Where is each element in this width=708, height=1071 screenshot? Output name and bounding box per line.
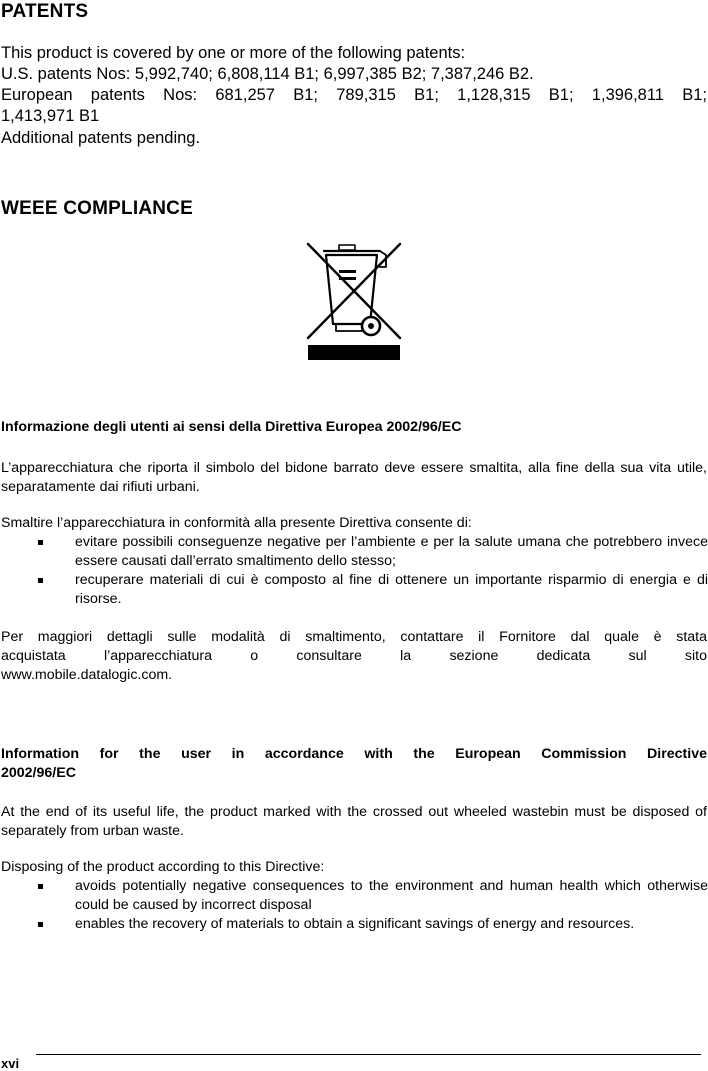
bullet-square-icon bbox=[38, 578, 43, 583]
italian-paragraph-3-line1: Per maggiori dettagli sulle modalità di smaltimento, contattare il Fornitore dal quale è stata bbox=[1, 629, 707, 645]
english-paragraph-2: Disposing of the product according to this Directive: bbox=[1, 859, 325, 875]
bullet-square-icon bbox=[38, 884, 43, 889]
italian-bullet-list bbox=[0, 533, 708, 609]
english-bullet-list bbox=[0, 877, 708, 934]
italian-paragraph-3-line2: acquistata l’apparecchiatura o consultare la sezione dedicata sul sito bbox=[1, 648, 707, 664]
european-patents-line2: 1,413,971 B1 bbox=[1, 107, 100, 125]
bullet-square-icon bbox=[38, 922, 43, 927]
italian-paragraph-1: L’apparecchiatura che riporta il simbolo del bidone barrato deve essere smaltita, alla fine della sua vita utile, separatamente dai rifiuti urbani. bbox=[1, 460, 707, 495]
patents-heading: PATENTS bbox=[1, 1, 89, 22]
bullet-square-icon bbox=[38, 540, 43, 545]
english-heading-line1: Information for the user in accordance with the European Commission Directive bbox=[1, 746, 707, 762]
patents-intro: This product is covered by one or more of the following patents: bbox=[1, 44, 466, 62]
weee-heading: WEEE COMPLIANCE bbox=[1, 198, 193, 219]
list-item: avoids potentially negative consequences to the environment and human health which otherwise could be caused by incorrect disposal bbox=[0, 877, 708, 915]
european-patents-line1: European patents Nos: 681,257 B1; 789,315 B1; 1,128,315 B1; 1,396,811 B1; bbox=[1, 86, 707, 104]
list-item: recuperare materiali di cui è composto al fine di ottenere un importante risparmio di energia e di risorse. bbox=[0, 571, 708, 609]
english-heading-line2: 2002/96/EC bbox=[1, 765, 76, 781]
italian-paragraph-2: Smaltire l’apparecchiatura in conformità alla presente Direttiva consente di: bbox=[1, 515, 472, 531]
crossed-out-wheeled-bin-icon bbox=[306, 240, 402, 362]
list-item: evitare possibili conseguenze negative per l’ambiente e per la salute umana che potrebbero invece essere causati dall’errato smaltimento dello stesso; bbox=[0, 533, 708, 571]
list-item: enables the recovery of materials to obtain a significant savings of energy and resources. bbox=[0, 915, 708, 934]
italian-paragraph-3 bbox=[1, 628, 707, 685]
patents-pending: Additional patents pending. bbox=[1, 129, 201, 147]
footer-divider bbox=[36, 1054, 701, 1055]
page-number: xvi bbox=[1, 1056, 20, 1071]
english-paragraph-1: At the end of its useful life, the product marked with the crossed out wheeled wastebin must be disposed of separately from urban waste. bbox=[1, 804, 707, 839]
italian-section-heading: Informazione degli utenti ai sensi della Direttiva Europea 2002/96/EC bbox=[1, 419, 462, 435]
english-section-heading bbox=[1, 745, 707, 783]
website-link[interactable]: www.mobile.datalogic.com. bbox=[1, 667, 173, 683]
us-patents: U.S. patents Nos: 5,992,740; 6,808,114 B1; 6,997,385 B2; 7,387,246 B2. bbox=[1, 65, 534, 83]
